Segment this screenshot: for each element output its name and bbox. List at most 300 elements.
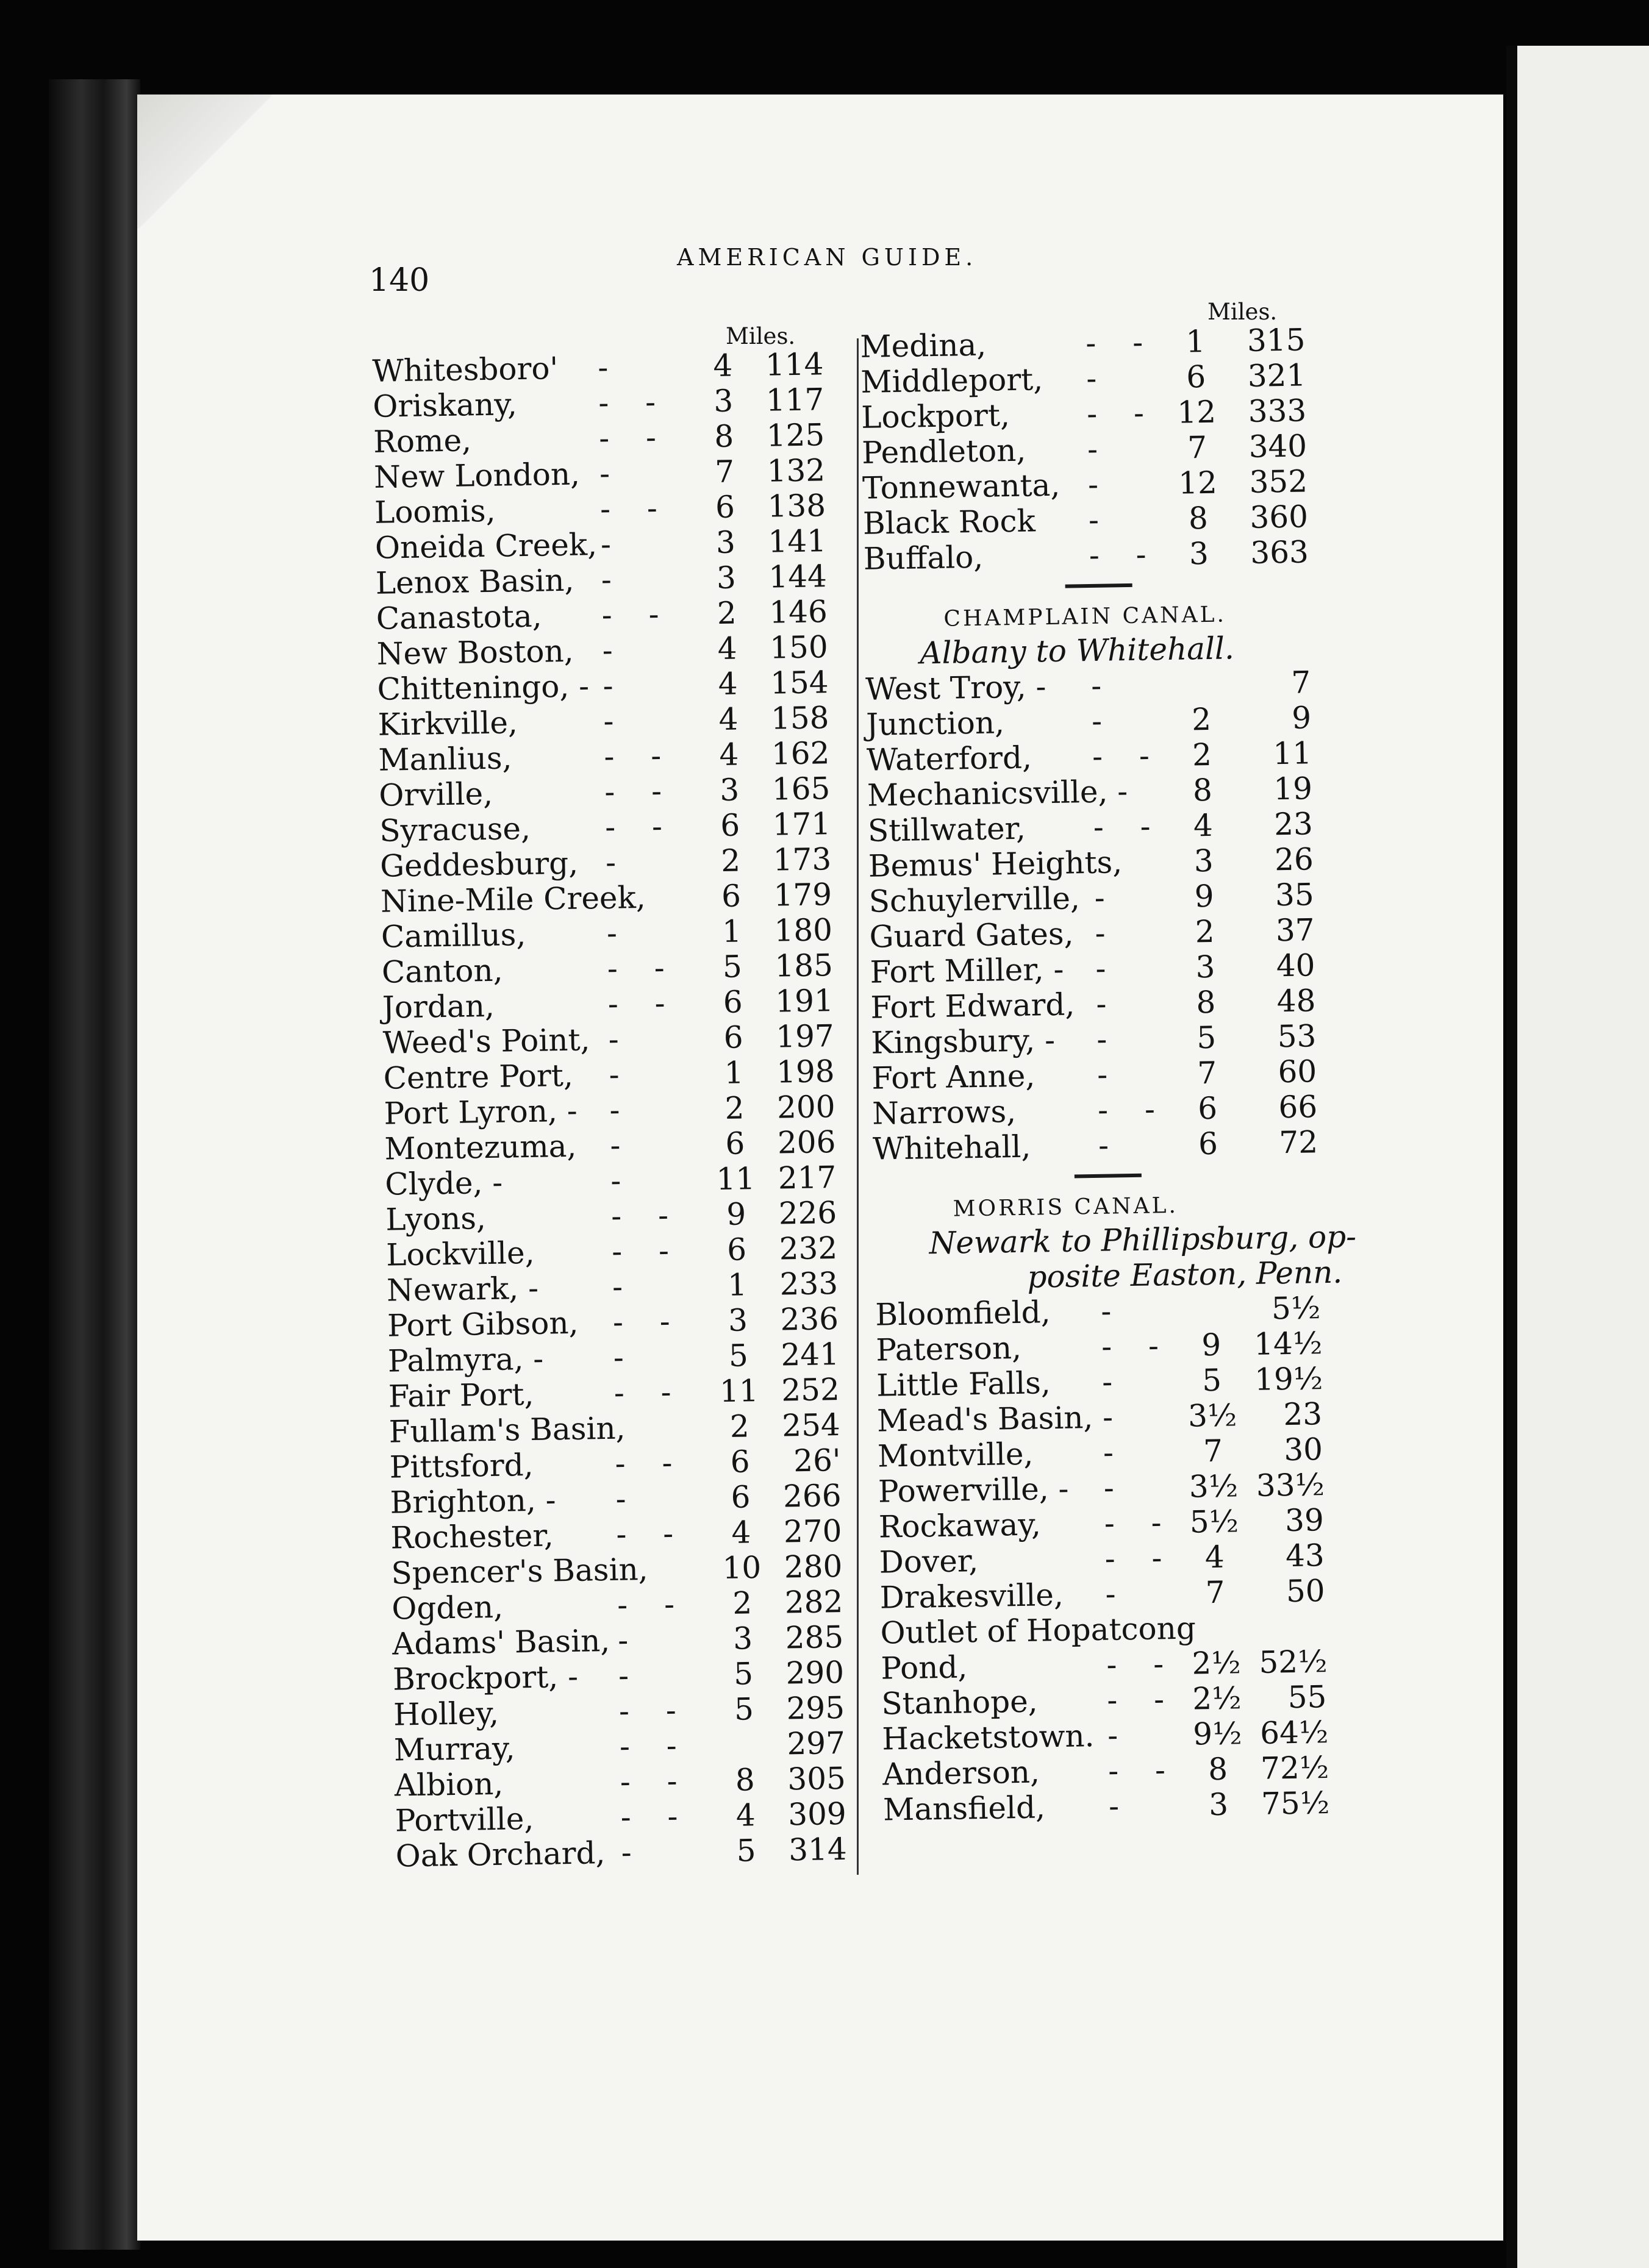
total-miles-value: 266 bbox=[782, 1477, 842, 1514]
place-name: Junction, bbox=[865, 705, 1005, 743]
total-miles-value: 43 bbox=[1285, 1538, 1325, 1574]
distance-value: 8 bbox=[1188, 500, 1209, 537]
total-miles-value: 48 bbox=[1276, 983, 1316, 1019]
place-name: Syracuse, bbox=[379, 810, 531, 849]
leader-dashes: - bbox=[1100, 1293, 1125, 1329]
total-miles-value: 290 bbox=[785, 1654, 845, 1691]
total-miles-value: 162 bbox=[771, 735, 830, 772]
place-name: Loomis, bbox=[374, 493, 496, 530]
total-miles-value: 180 bbox=[774, 912, 833, 949]
distance-value: 9 bbox=[726, 1196, 746, 1232]
distance-value: 8 bbox=[1192, 772, 1213, 808]
place-name: Kirkville, bbox=[377, 705, 518, 743]
place-name: Oak Orchard, bbox=[395, 1835, 606, 1874]
distance-value: 3 bbox=[1208, 1786, 1229, 1823]
total-miles-value: 72 bbox=[1278, 1124, 1318, 1161]
leader-dashes: - bbox=[1103, 1470, 1128, 1506]
total-miles-value: 217 bbox=[778, 1160, 837, 1196]
total-miles-value: 39 bbox=[1284, 1502, 1325, 1539]
right-miles-header: Miles. bbox=[1207, 299, 1278, 325]
total-miles-value: 19 bbox=[1273, 771, 1313, 807]
place-name: Brighton, - bbox=[390, 1482, 556, 1521]
leader-dashes: - - bbox=[620, 1798, 692, 1835]
place-name: Newark, - bbox=[386, 1270, 539, 1308]
distance-value: 6 bbox=[730, 1444, 750, 1480]
distance-value: 4 bbox=[735, 1797, 756, 1833]
distance-value: 8 bbox=[1207, 1751, 1228, 1788]
total-miles-value: 55 bbox=[1287, 1679, 1327, 1716]
place-name: Drakesville, bbox=[879, 1577, 1064, 1616]
distance-value: 7 bbox=[1187, 429, 1207, 466]
leader-dashes: - bbox=[609, 1127, 634, 1163]
distance-value: 5 bbox=[734, 1691, 754, 1727]
leader-dashes: - - bbox=[618, 1692, 690, 1729]
distance-value: 3 bbox=[728, 1302, 748, 1338]
distance-value: 1 bbox=[724, 1055, 744, 1091]
champlain-canal-rows bbox=[859, 663, 1404, 1167]
place-name: Oneida Creek, bbox=[374, 527, 598, 566]
place-name: Palmyra, - bbox=[387, 1341, 544, 1379]
distance-value: 4 bbox=[719, 736, 739, 772]
total-miles-value: 198 bbox=[776, 1054, 835, 1090]
leader-dashes: - - bbox=[612, 1303, 684, 1340]
place-name: Port Gibson, bbox=[387, 1305, 579, 1344]
total-miles-value: 117 bbox=[765, 382, 824, 418]
place-name: Rochester, bbox=[390, 1517, 554, 1556]
place-name: Brockport, - bbox=[392, 1658, 579, 1697]
place-name: Geddesburg, bbox=[379, 845, 579, 884]
place-name: Montezuma, bbox=[384, 1128, 577, 1167]
total-miles-value: 9 bbox=[1291, 700, 1312, 736]
place-name: Pendleton, bbox=[861, 432, 1026, 471]
place-name: Rome, bbox=[373, 423, 472, 460]
table-row bbox=[857, 533, 1394, 577]
total-miles-value: 26' bbox=[793, 1442, 842, 1479]
place-name: Anderson, bbox=[882, 1754, 1040, 1792]
distance-value: 5½ bbox=[1189, 1503, 1239, 1540]
distance-value: 3 bbox=[713, 383, 734, 419]
distance-value: 5 bbox=[1201, 1362, 1222, 1399]
leader-dashes: - bbox=[609, 1092, 634, 1128]
leader-dashes: - - bbox=[601, 596, 673, 633]
leader-dashes: - - bbox=[1097, 1091, 1169, 1128]
total-miles-value: 52½ bbox=[1258, 1644, 1328, 1680]
left-miles-header: Miles. bbox=[726, 323, 796, 349]
total-miles-value: 191 bbox=[774, 983, 834, 1019]
distance-value: 5 bbox=[728, 1338, 749, 1374]
leader-dashes: - bbox=[618, 1658, 643, 1694]
leader-dashes: - - bbox=[1101, 1328, 1173, 1364]
distance-value: 4 bbox=[731, 1514, 751, 1550]
total-miles-value: 173 bbox=[773, 841, 832, 878]
total-miles-value: 206 bbox=[777, 1124, 836, 1161]
distance-value: 2 bbox=[724, 1090, 745, 1126]
distance-value: 7 bbox=[1197, 1055, 1217, 1091]
total-miles-value: 280 bbox=[784, 1548, 843, 1585]
leader-dashes: - - bbox=[1106, 1681, 1178, 1718]
place-name: Oriskany, bbox=[372, 387, 518, 424]
place-name: Whitesboro' bbox=[371, 351, 559, 389]
distance-value: 7 bbox=[1203, 1433, 1223, 1469]
distance-value: 5 bbox=[722, 949, 743, 985]
total-miles-value: 226 bbox=[778, 1195, 837, 1232]
place-name: Lockport, bbox=[860, 398, 1011, 435]
place-name: Spencer's Basin, bbox=[390, 1551, 648, 1591]
right-column-table bbox=[854, 321, 1414, 1828]
place-name: Dover, bbox=[879, 1543, 979, 1580]
leader-dashes: - - bbox=[598, 419, 670, 457]
leader-dashes: - - bbox=[1093, 808, 1165, 845]
total-miles-value: 185 bbox=[774, 947, 834, 984]
leader-dashes: - - bbox=[1089, 537, 1161, 573]
place-name: Fullam's Basin, bbox=[388, 1410, 626, 1450]
total-miles-value: 295 bbox=[786, 1689, 845, 1727]
place-name: Guard Gates, bbox=[869, 916, 1074, 955]
total-miles-value: 154 bbox=[770, 665, 829, 701]
leader-dashes: - bbox=[1108, 1788, 1133, 1824]
distance-value bbox=[1186, 1291, 1235, 1292]
leader-dashes: - - bbox=[604, 773, 676, 810]
distance-value: 6 bbox=[723, 984, 743, 1020]
morris-canal-rows bbox=[869, 1289, 1414, 1828]
place-name: Fair Port, bbox=[388, 1376, 534, 1414]
leader-dashes: - bbox=[603, 668, 627, 704]
leader-dashes: - - bbox=[1092, 738, 1164, 774]
distance-value bbox=[1176, 666, 1225, 667]
total-miles-value: 315 bbox=[1247, 322, 1306, 358]
distance-value: 12 bbox=[1178, 465, 1218, 501]
total-miles-value: 114 bbox=[765, 346, 824, 383]
place-name: Canastota, bbox=[376, 598, 542, 637]
total-miles-value: 241 bbox=[780, 1336, 840, 1373]
total-miles-value: 360 bbox=[1250, 499, 1309, 535]
distance-value: 5 bbox=[736, 1833, 757, 1869]
distance-value: 3 bbox=[732, 1621, 753, 1656]
facing-page-edge bbox=[1506, 46, 1649, 2268]
total-miles-value: 285 bbox=[785, 1619, 844, 1656]
distance-value: 2 bbox=[732, 1585, 753, 1621]
leader-dashes: - bbox=[600, 526, 625, 562]
place-name: Middleport, bbox=[860, 362, 1043, 400]
place-name: Weed's Point, bbox=[382, 1022, 590, 1061]
total-miles-value: 50 bbox=[1286, 1573, 1326, 1610]
total-miles-value: 33½ bbox=[1256, 1467, 1325, 1503]
place-name: Little Falls, bbox=[876, 1365, 1051, 1403]
total-miles-value: 200 bbox=[776, 1089, 835, 1125]
total-miles-value: 64½ bbox=[1259, 1714, 1329, 1751]
place-name: Camillus, bbox=[381, 917, 526, 955]
distance-value: 8 bbox=[735, 1762, 756, 1798]
distance-value: 2 bbox=[1195, 913, 1215, 950]
leader-dashes: - bbox=[617, 1622, 642, 1658]
leader-dashes: - bbox=[1107, 1717, 1132, 1753]
leader-dashes: - - bbox=[613, 1374, 685, 1411]
leader-dashes: - - bbox=[1104, 1539, 1176, 1577]
leader-dashes: - bbox=[1096, 1057, 1121, 1093]
distance-value: 4 bbox=[718, 666, 738, 702]
distance-value: 9½ bbox=[1192, 1716, 1242, 1752]
place-name: Montville, bbox=[877, 1436, 1034, 1474]
total-miles-value: 144 bbox=[768, 558, 828, 595]
distance-value: 4 bbox=[1204, 1539, 1225, 1575]
distance-value: 1 bbox=[1186, 323, 1206, 360]
distance-value: 8 bbox=[714, 418, 734, 455]
distance-value: 2 bbox=[1192, 736, 1212, 773]
distance-value: 6 bbox=[731, 1479, 751, 1515]
total-miles-value: 23 bbox=[1282, 1396, 1323, 1433]
distance-value: 9 bbox=[1201, 1327, 1222, 1363]
distance-value: 3 bbox=[719, 772, 740, 808]
total-miles-value: 179 bbox=[773, 877, 832, 913]
place-name: Lyons, bbox=[385, 1200, 487, 1238]
total-miles-value: 252 bbox=[781, 1372, 840, 1408]
leader-dashes: - bbox=[1098, 1127, 1123, 1163]
leader-dashes: - bbox=[1095, 986, 1120, 1022]
distance-value: 2 bbox=[1191, 701, 1212, 738]
place-name: Bloomfield, bbox=[875, 1294, 1051, 1333]
total-miles-value: 19½ bbox=[1254, 1361, 1323, 1397]
place-name: New London, bbox=[373, 456, 581, 495]
distance-value: 8 bbox=[1196, 984, 1216, 1021]
total-miles-value: 60 bbox=[1278, 1054, 1317, 1090]
place-name: Stanhope, bbox=[881, 1683, 1038, 1722]
total-miles-value: 132 bbox=[767, 452, 826, 489]
place-name: Mechanicsville, - bbox=[867, 774, 1128, 813]
place-name: Rockaway, bbox=[878, 1507, 1042, 1545]
leader-dashes: - - bbox=[1106, 1646, 1178, 1683]
total-miles-value: 7 bbox=[1290, 665, 1311, 701]
leader-dashes: - - bbox=[611, 1233, 683, 1269]
distance-value: 1 bbox=[721, 913, 742, 949]
distance-value: 6 bbox=[1198, 1125, 1218, 1162]
leader-dashes: - bbox=[1101, 1364, 1126, 1400]
total-miles-value: 30 bbox=[1283, 1432, 1323, 1468]
place-name: Black Rock bbox=[862, 503, 1036, 541]
running-head: AMERICAN GUIDE. bbox=[677, 244, 978, 271]
total-miles-value: 37 bbox=[1275, 912, 1315, 949]
place-name: Powerville, - bbox=[878, 1471, 1069, 1510]
leader-dashes: - - bbox=[1085, 324, 1157, 362]
leader-dashes: - bbox=[601, 562, 626, 597]
total-miles-value: 35 bbox=[1275, 877, 1315, 913]
book-spine bbox=[49, 79, 140, 2250]
place-name: Ogden, bbox=[391, 1589, 504, 1627]
distance-value: 10 bbox=[722, 1550, 762, 1586]
total-miles-value: 352 bbox=[1249, 463, 1308, 500]
distance-value: 5 bbox=[1196, 1019, 1217, 1056]
distance-value: 2½ bbox=[1191, 1645, 1242, 1681]
distance-value: 2 bbox=[720, 843, 741, 879]
leader-dashes: - bbox=[1095, 950, 1120, 986]
place-name: Tonnewanta, bbox=[862, 467, 1061, 506]
morris-canal-subtitle-line1: Newark to Phillipsburg, op- bbox=[929, 1219, 1357, 1261]
distance-value: 3 bbox=[716, 560, 737, 596]
place-name: Bemus' Heights, bbox=[868, 844, 1123, 884]
total-miles-value: 66 bbox=[1278, 1089, 1318, 1125]
table-row bbox=[867, 1123, 1404, 1167]
distance-value: 9 bbox=[1194, 878, 1215, 915]
distance-value: 3½ bbox=[1187, 1397, 1237, 1434]
page-corner-fold bbox=[137, 94, 271, 229]
place-name: Clyde, - bbox=[384, 1164, 503, 1202]
total-miles-value: 14½ bbox=[1253, 1325, 1323, 1362]
total-miles-value: 309 bbox=[787, 1795, 847, 1833]
leader-dashes: - - bbox=[607, 985, 679, 1022]
leader-dashes: - - bbox=[615, 1444, 686, 1482]
leader-dashes: - - bbox=[617, 1586, 689, 1623]
place-name: Canton, bbox=[381, 952, 503, 990]
leader-dashes: - - bbox=[598, 384, 670, 421]
place-name: Hacketstown. bbox=[881, 1718, 1095, 1757]
leader-dashes: - bbox=[602, 632, 627, 668]
leader-dashes: - - bbox=[620, 1763, 691, 1800]
distance-value: 4 bbox=[717, 630, 738, 666]
place-name: Manlius, bbox=[378, 740, 512, 778]
distance-value: 3 bbox=[715, 524, 736, 561]
leader-dashes: - bbox=[606, 915, 631, 951]
leader-dashes: - bbox=[1087, 466, 1112, 502]
total-miles-value: 254 bbox=[781, 1407, 841, 1444]
place-name: Holley, bbox=[393, 1695, 499, 1733]
page-number: 140 bbox=[369, 262, 430, 299]
distance-value: 6 bbox=[726, 1232, 747, 1268]
leader-dashes: - - bbox=[604, 808, 676, 845]
distance-value: 3 bbox=[1193, 843, 1214, 879]
distance-value: 6 bbox=[1197, 1090, 1218, 1127]
distance-value: 7 bbox=[714, 454, 735, 490]
leader-dashes: - - bbox=[610, 1197, 682, 1234]
leader-dashes: - bbox=[1105, 1576, 1129, 1612]
leader-dashes: - bbox=[610, 1163, 635, 1199]
place-name: Narrows, bbox=[871, 1093, 1017, 1132]
place-name: Lenox Basin, bbox=[375, 562, 574, 601]
total-miles-value: 26 bbox=[1274, 841, 1314, 878]
total-miles-value: 282 bbox=[784, 1583, 843, 1621]
place-name: Whitehall, bbox=[872, 1129, 1031, 1167]
champlain-canal-title: CHAMPLAIN CANAL. bbox=[943, 602, 1227, 632]
total-miles-value: 165 bbox=[771, 771, 831, 807]
leader-dashes: - bbox=[1095, 915, 1119, 951]
place-name: Kingsbury, - bbox=[870, 1022, 1056, 1061]
place-name: Paterson, bbox=[875, 1330, 1022, 1368]
distance-value: 6 bbox=[715, 489, 735, 526]
distance-value: 11 bbox=[716, 1161, 756, 1197]
leader-dashes: - bbox=[1096, 1021, 1121, 1057]
leader-dashes: - bbox=[1094, 880, 1119, 916]
place-name: Chitteningo, - bbox=[377, 668, 590, 707]
total-miles-value: 197 bbox=[775, 1018, 835, 1055]
total-miles-value: 150 bbox=[769, 629, 829, 666]
place-name: Nine-Mile Creek, bbox=[380, 879, 646, 919]
total-miles-value: 11 bbox=[1272, 735, 1312, 772]
place-name: New Boston, bbox=[376, 633, 574, 672]
place-name: Jordan, bbox=[382, 988, 495, 1025]
total-miles-value: 72½ bbox=[1260, 1750, 1329, 1786]
distance-value: 6 bbox=[1186, 358, 1206, 395]
leader-dashes: - bbox=[605, 844, 630, 880]
leader-dashes: - bbox=[1091, 703, 1116, 739]
leader-dashes: - - bbox=[616, 1515, 687, 1552]
distance-value: 4 bbox=[713, 348, 733, 384]
distance-value: 6 bbox=[723, 1019, 744, 1055]
distance-value: 4 bbox=[1193, 807, 1214, 844]
place-name: Centre Port, bbox=[383, 1057, 574, 1096]
place-name: Portville, bbox=[395, 1800, 534, 1839]
leader-dashes: - bbox=[1087, 431, 1112, 468]
total-miles-value: 141 bbox=[768, 523, 827, 560]
leader-dashes: - bbox=[599, 455, 624, 492]
distance-value: 11 bbox=[719, 1373, 759, 1410]
section-rule bbox=[1075, 1174, 1142, 1179]
leader-dashes: - bbox=[608, 1021, 633, 1057]
left-column-table bbox=[366, 345, 926, 1874]
distance-value: 7 bbox=[1205, 1574, 1225, 1611]
total-miles-value: 297 bbox=[787, 1725, 846, 1762]
total-miles-value: 363 bbox=[1250, 534, 1309, 571]
distance-value: 1 bbox=[727, 1267, 748, 1303]
leader-dashes: - bbox=[1088, 502, 1113, 538]
place-name: Buffalo, bbox=[863, 539, 984, 577]
total-miles-value: 125 bbox=[766, 417, 825, 454]
distance-value: 3 bbox=[1195, 949, 1215, 985]
leader-dashes: - bbox=[1090, 668, 1115, 704]
erie-canal-rows bbox=[854, 321, 1394, 577]
distance-value: 3 bbox=[1189, 535, 1209, 572]
place-name: Port Lyron, - bbox=[384, 1093, 578, 1132]
total-miles-value: 138 bbox=[767, 488, 826, 524]
place-name: Fort Edward, bbox=[870, 986, 1075, 1025]
place-name: Outlet of Hopatcong bbox=[880, 1610, 1197, 1651]
place-name: West Troy, - bbox=[865, 669, 1046, 707]
place-name: Fort Anne, bbox=[871, 1058, 1036, 1096]
total-miles-value: 340 bbox=[1248, 428, 1307, 465]
place-name: Stillwater, bbox=[867, 810, 1026, 849]
leader-dashes: - bbox=[603, 703, 628, 739]
place-name: Pittsford, bbox=[389, 1447, 534, 1485]
place-name: Schuylerville, bbox=[868, 880, 1081, 919]
leader-dashes: - bbox=[612, 1269, 637, 1305]
leader-dashes: - - bbox=[599, 490, 671, 527]
total-miles-value: 23 bbox=[1273, 806, 1314, 843]
place-name: Pond, bbox=[881, 1649, 968, 1686]
total-miles-value: 232 bbox=[779, 1230, 838, 1267]
leader-dashes: - bbox=[597, 349, 622, 386]
leader-dashes: - - bbox=[603, 738, 675, 774]
total-miles-value: 305 bbox=[787, 1760, 846, 1797]
distance-value: 2 bbox=[717, 595, 737, 632]
total-miles-value: 314 bbox=[788, 1831, 848, 1868]
distance-value: 4 bbox=[718, 701, 739, 737]
total-miles-value: 333 bbox=[1248, 393, 1307, 429]
leader-dashes: - bbox=[1086, 360, 1111, 397]
champlain-canal-subtitle: Albany to Whitehall. bbox=[919, 630, 1235, 671]
total-miles-value: 40 bbox=[1276, 947, 1315, 984]
distance-value: 12 bbox=[1176, 394, 1217, 430]
place-name: Albion, bbox=[394, 1766, 504, 1803]
place-name: Fort Miller, - bbox=[870, 951, 1064, 990]
place-name: Adams' Basin, bbox=[392, 1622, 610, 1662]
total-miles-value: 75½ bbox=[1261, 1785, 1330, 1822]
leader-dashes: - bbox=[615, 1481, 640, 1517]
total-miles-value: 233 bbox=[779, 1266, 839, 1302]
place-name: Medina, bbox=[859, 327, 987, 365]
distance-value: 3½ bbox=[1189, 1468, 1239, 1505]
leader-dashes: - bbox=[613, 1339, 638, 1375]
place-name: Murray, bbox=[393, 1730, 515, 1768]
place-name: Mead's Basin, bbox=[876, 1400, 1093, 1439]
place-name: Orville, bbox=[378, 776, 493, 813]
distance-value: 6 bbox=[720, 807, 740, 843]
